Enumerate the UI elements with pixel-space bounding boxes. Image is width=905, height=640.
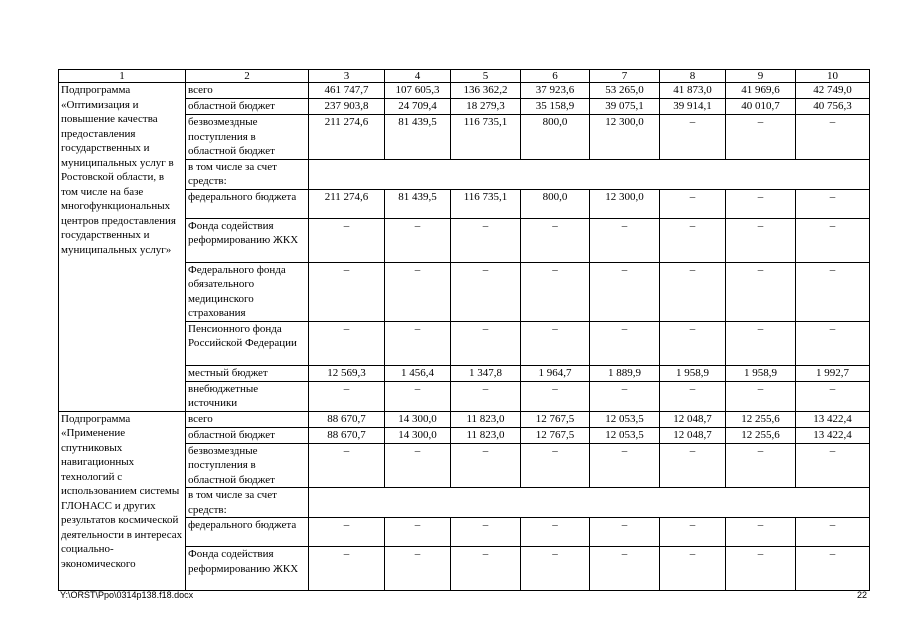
- value-cell: –: [660, 262, 726, 321]
- value-cell: –: [451, 518, 521, 547]
- funding-table: [58, 69, 870, 591]
- value-cell: –: [521, 381, 590, 411]
- value-cell: 13 422,4: [796, 427, 870, 443]
- subprogram-name: Подпрограмма «Применение спутниковых навигационных технологий с использованием системы ГЛОНАСС и других результатов космической деятельности в интересах социально-экономического: [59, 411, 186, 591]
- value-cell: –: [309, 262, 385, 321]
- value-cell: –: [660, 115, 726, 160]
- value-cell: –: [796, 321, 870, 365]
- funding-source-label: местный бюджет: [186, 365, 309, 381]
- value-cell: –: [590, 547, 660, 591]
- value-cell: 12 255,6: [726, 411, 796, 427]
- funding-source-label: Пенсионного фонда Российской Федерации: [186, 321, 309, 365]
- value-cell: –: [385, 218, 451, 262]
- value-cell: 12 053,5: [590, 411, 660, 427]
- value-cell: –: [796, 218, 870, 262]
- value-cell: –: [385, 262, 451, 321]
- value-cell: 40 010,7: [726, 99, 796, 115]
- value-cell: –: [590, 381, 660, 411]
- value-cell: –: [385, 547, 451, 591]
- value-cell: 12 255,6: [726, 427, 796, 443]
- value-cell: 12 053,5: [590, 427, 660, 443]
- value-cell: –: [660, 381, 726, 411]
- value-cell: 12 767,5: [521, 411, 590, 427]
- merged-empty-cell: [309, 488, 870, 518]
- value-cell: 1 964,7: [521, 365, 590, 381]
- value-cell: 39 914,1: [660, 99, 726, 115]
- value-cell: 81 439,5: [385, 115, 451, 160]
- column-header: 1: [59, 70, 186, 83]
- value-cell: –: [451, 262, 521, 321]
- subprogram-name: Подпрограмма «Оптимизация и повышение качества предоставления государственных и муниципальных услуг в Ростовской области, в том числе на базе многофункциональных центров предоставления государственных и муниципальных услуг»: [59, 83, 186, 412]
- value-cell: 800,0: [521, 189, 590, 218]
- value-cell: 1 958,9: [660, 365, 726, 381]
- value-cell: 1 347,8: [451, 365, 521, 381]
- value-cell: 461 747,7: [309, 83, 385, 99]
- value-cell: –: [660, 443, 726, 488]
- value-cell: 88 670,7: [309, 411, 385, 427]
- value-cell: –: [796, 262, 870, 321]
- value-cell: –: [590, 321, 660, 365]
- merged-empty-cell: [309, 159, 870, 189]
- value-cell: –: [451, 218, 521, 262]
- column-header: 6: [521, 70, 590, 83]
- column-header: 4: [385, 70, 451, 83]
- value-cell: –: [309, 321, 385, 365]
- value-cell: 12 048,7: [660, 411, 726, 427]
- value-cell: –: [590, 443, 660, 488]
- value-cell: –: [451, 443, 521, 488]
- value-cell: 41 969,6: [726, 83, 796, 99]
- value-cell: 116 735,1: [451, 115, 521, 160]
- value-cell: 40 756,3: [796, 99, 870, 115]
- value-cell: –: [796, 115, 870, 160]
- value-cell: 37 923,6: [521, 83, 590, 99]
- funding-source-label: областной бюджет: [186, 99, 309, 115]
- value-cell: –: [590, 518, 660, 547]
- value-cell: 41 873,0: [660, 83, 726, 99]
- value-cell: –: [521, 443, 590, 488]
- table-row: [59, 83, 870, 99]
- value-cell: –: [726, 321, 796, 365]
- value-cell: –: [590, 262, 660, 321]
- funding-source-label: Фонда содействия реформированию ЖКХ: [186, 547, 309, 591]
- column-header: 2: [186, 70, 309, 83]
- value-cell: 24 709,4: [385, 99, 451, 115]
- value-cell: –: [796, 189, 870, 218]
- value-cell: –: [796, 381, 870, 411]
- value-cell: –: [726, 518, 796, 547]
- column-header: 9: [726, 70, 796, 83]
- value-cell: –: [726, 262, 796, 321]
- value-cell: –: [521, 518, 590, 547]
- value-cell: 237 903,8: [309, 99, 385, 115]
- value-cell: 12 569,3: [309, 365, 385, 381]
- value-cell: 39 075,1: [590, 99, 660, 115]
- value-cell: 18 279,3: [451, 99, 521, 115]
- value-cell: –: [660, 321, 726, 365]
- value-cell: –: [660, 518, 726, 547]
- value-cell: –: [726, 381, 796, 411]
- value-cell: –: [451, 321, 521, 365]
- column-header: 5: [451, 70, 521, 83]
- value-cell: 14 300,0: [385, 411, 451, 427]
- value-cell: 211 274,6: [309, 189, 385, 218]
- value-cell: –: [451, 547, 521, 591]
- value-cell: 11 823,0: [451, 411, 521, 427]
- value-cell: –: [309, 218, 385, 262]
- value-cell: –: [660, 218, 726, 262]
- funding-source-label: безвозмездные поступления в областной бюджет: [186, 115, 309, 160]
- value-cell: 12 300,0: [590, 189, 660, 218]
- table-row: [59, 411, 870, 427]
- value-cell: –: [660, 547, 726, 591]
- value-cell: –: [590, 218, 660, 262]
- column-header: 8: [660, 70, 726, 83]
- funding-source-label: областной бюджет: [186, 427, 309, 443]
- value-cell: 14 300,0: [385, 427, 451, 443]
- value-cell: 1 889,9: [590, 365, 660, 381]
- value-cell: 42 749,0: [796, 83, 870, 99]
- funding-source-label: внебюджетные источники: [186, 381, 309, 411]
- value-cell: –: [796, 547, 870, 591]
- value-cell: –: [796, 443, 870, 488]
- value-cell: –: [309, 518, 385, 547]
- funding-source-label: безвозмездные поступления в областной бюджет: [186, 443, 309, 488]
- header-row: [59, 70, 870, 83]
- funding-source-label: Федерального фонда обязательного медицинского страхования: [186, 262, 309, 321]
- value-cell: –: [726, 218, 796, 262]
- value-cell: –: [726, 115, 796, 160]
- column-header: 3: [309, 70, 385, 83]
- value-cell: 12 767,5: [521, 427, 590, 443]
- page-number: 22: [856, 590, 867, 600]
- value-cell: 53 265,0: [590, 83, 660, 99]
- value-cell: –: [796, 518, 870, 547]
- funding-source-label: федерального бюджета: [186, 518, 309, 547]
- column-header: 10: [796, 70, 870, 83]
- value-cell: –: [726, 189, 796, 218]
- value-cell: –: [385, 518, 451, 547]
- funding-source-label: всего: [186, 411, 309, 427]
- table-body: [59, 70, 870, 591]
- value-cell: 211 274,6: [309, 115, 385, 160]
- value-cell: –: [309, 547, 385, 591]
- funding-source-label: федерального бюджета: [186, 189, 309, 218]
- funding-source-label: в том числе за счет средств:: [186, 159, 309, 189]
- value-cell: 12 048,7: [660, 427, 726, 443]
- value-cell: –: [521, 262, 590, 321]
- value-cell: –: [726, 547, 796, 591]
- funding-source-label: всего: [186, 83, 309, 99]
- value-cell: 1 958,9: [726, 365, 796, 381]
- value-cell: –: [309, 381, 385, 411]
- value-cell: 81 439,5: [385, 189, 451, 218]
- file-path: Y:\ORST\Ppo\0314p138.f18.docx: [60, 590, 194, 600]
- value-cell: 107 605,3: [385, 83, 451, 99]
- value-cell: –: [726, 443, 796, 488]
- column-header: 7: [590, 70, 660, 83]
- value-cell: –: [521, 218, 590, 262]
- value-cell: 88 670,7: [309, 427, 385, 443]
- value-cell: 35 158,9: [521, 99, 590, 115]
- value-cell: 1 456,4: [385, 365, 451, 381]
- value-cell: –: [521, 321, 590, 365]
- value-cell: 1 992,7: [796, 365, 870, 381]
- value-cell: 136 362,2: [451, 83, 521, 99]
- value-cell: –: [451, 381, 521, 411]
- value-cell: –: [385, 321, 451, 365]
- value-cell: –: [385, 381, 451, 411]
- value-cell: –: [385, 443, 451, 488]
- value-cell: –: [521, 547, 590, 591]
- funding-source-label: Фонда содействия реформированию ЖКХ: [186, 218, 309, 262]
- value-cell: 800,0: [521, 115, 590, 160]
- funding-source-label: в том числе за счет средств:: [186, 488, 309, 518]
- value-cell: 12 300,0: [590, 115, 660, 160]
- value-cell: 116 735,1: [451, 189, 521, 218]
- value-cell: 11 823,0: [451, 427, 521, 443]
- value-cell: –: [309, 443, 385, 488]
- value-cell: –: [660, 189, 726, 218]
- value-cell: 13 422,4: [796, 411, 870, 427]
